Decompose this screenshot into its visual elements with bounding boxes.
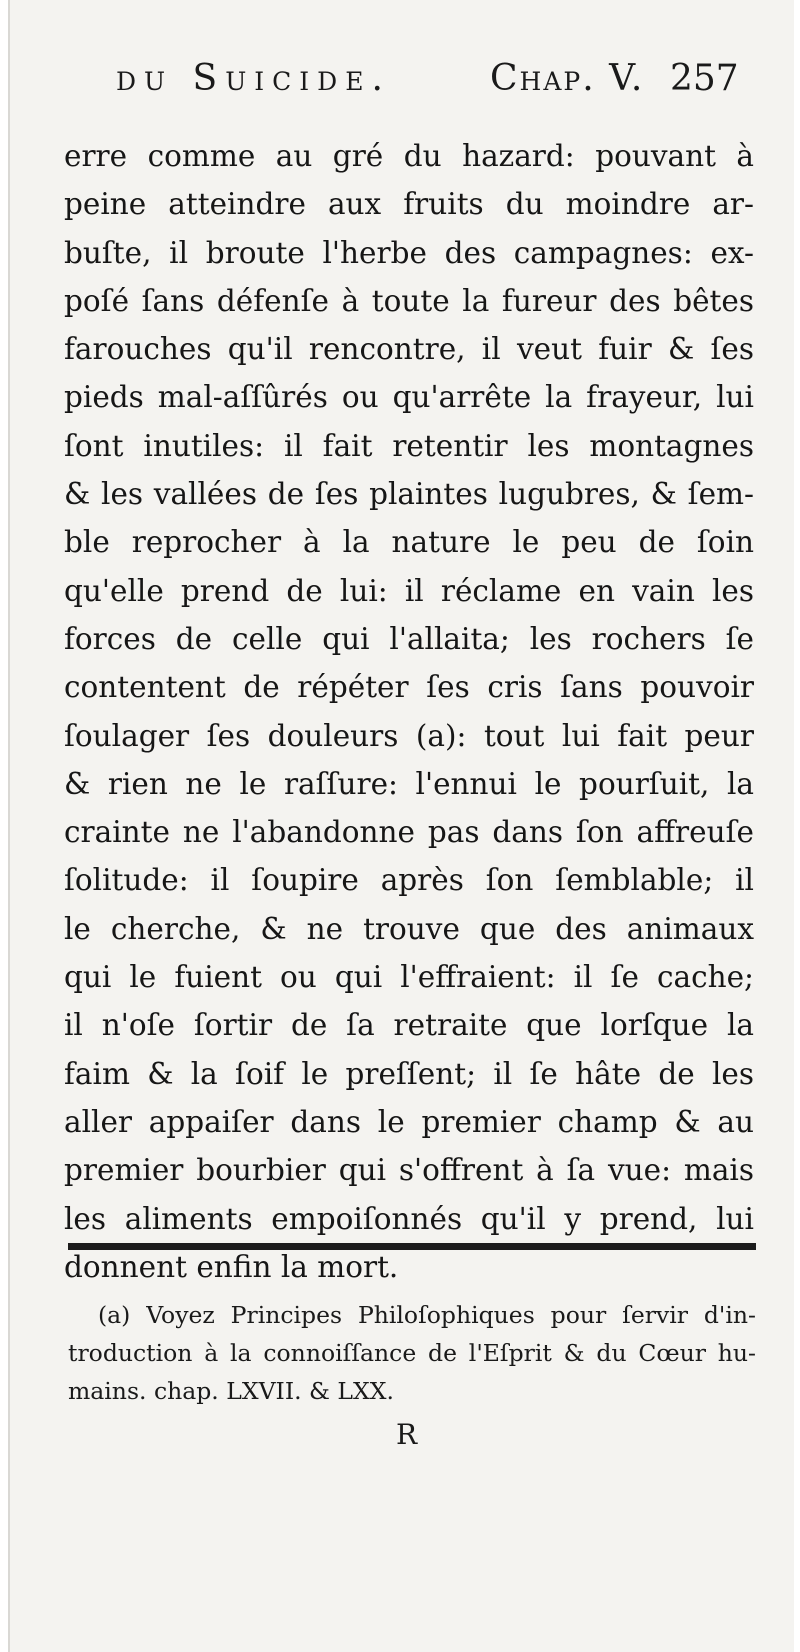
text-line: ſont inutiles: il fait retentir les montagnes xyxy=(64,428,754,463)
text-line: les aliments empoiſonnés qu'il y prend, lui xyxy=(64,1201,754,1236)
text-line: aller appaiſer dans le premier champ & au xyxy=(64,1104,754,1139)
running-head xyxy=(10,52,794,112)
text-line: le cherche, & ne trouve que des animaux xyxy=(64,911,754,946)
text-line: buſte, il broute l'herbe des campagnes: ex- xyxy=(64,235,754,270)
text-line: crainte ne l'abandonne pas dans ſon affreuſe xyxy=(64,815,754,850)
footnote-line: mains. chap. LXVII. & LXX. xyxy=(68,1377,394,1405)
text-line: donnent enfin la mort. xyxy=(64,1249,399,1284)
text-line: ſoulager ſes douleurs (a): tout lui fait peur xyxy=(64,718,754,753)
text-line: ble reprocher à la nature le peu de ſoin xyxy=(64,525,754,560)
text-line: forces de celle qui l'allaita; les rochers ſe xyxy=(64,621,754,656)
footnote-line: troduction à la connoiſſance de l'Eſprit & du Cœur hu- xyxy=(68,1339,756,1367)
text-line: & les vallées de ſes plaintes lugubres, & ſem- xyxy=(64,477,754,512)
text-line: qu'elle prend de lui: il réclame en vain les xyxy=(64,573,754,608)
text-line: faim & la ſoif le preſſent; il ſe hâte de les xyxy=(64,1056,754,1091)
footnote xyxy=(68,1296,756,1410)
text-line: qui le fuient ou qui l'effraient: il ſe cache; xyxy=(64,960,754,995)
text-line: erre comme au gré du hazard: pouvant à xyxy=(64,139,754,173)
running-head-chapter: Chap. V. xyxy=(490,58,645,99)
footnote-rule xyxy=(68,1243,756,1250)
running-head-title: du Suicide. xyxy=(116,58,391,99)
text-line: contentent de répéter ſes cris ſans pouvoir xyxy=(64,670,754,705)
text-line: ſolitude: il ſoupire après ſon ſemblable; il xyxy=(64,863,754,898)
text-line: farouches qu'il rencontre, il veut fuir & ſes xyxy=(64,332,754,367)
text-line: pieds mal-aſſûrés ou qu'arrête la frayeur, lui xyxy=(64,380,754,415)
text-line: premier bourbier qui s'offrent à ſa vue: mais xyxy=(64,1153,754,1188)
book-page xyxy=(8,0,794,1652)
text-line: peine atteindre aux fruits du moindre ar- xyxy=(64,187,754,222)
page-number: 257 xyxy=(670,58,739,99)
signature-mark: R xyxy=(396,1418,418,1451)
text-line: il n'oſe ſortir de ſa retraite que lorſque la xyxy=(64,1008,754,1043)
text-line: poſé ſans défenſe à toute la fureur des bêtes xyxy=(64,283,754,318)
main-text xyxy=(64,132,754,1291)
text-line: & rien ne le raſſure: l'ennui le pourſuit, la xyxy=(64,766,754,801)
footnote-line: (a) Voyez Principes Philoſophiques pour ſervir d'in- xyxy=(98,1301,756,1329)
